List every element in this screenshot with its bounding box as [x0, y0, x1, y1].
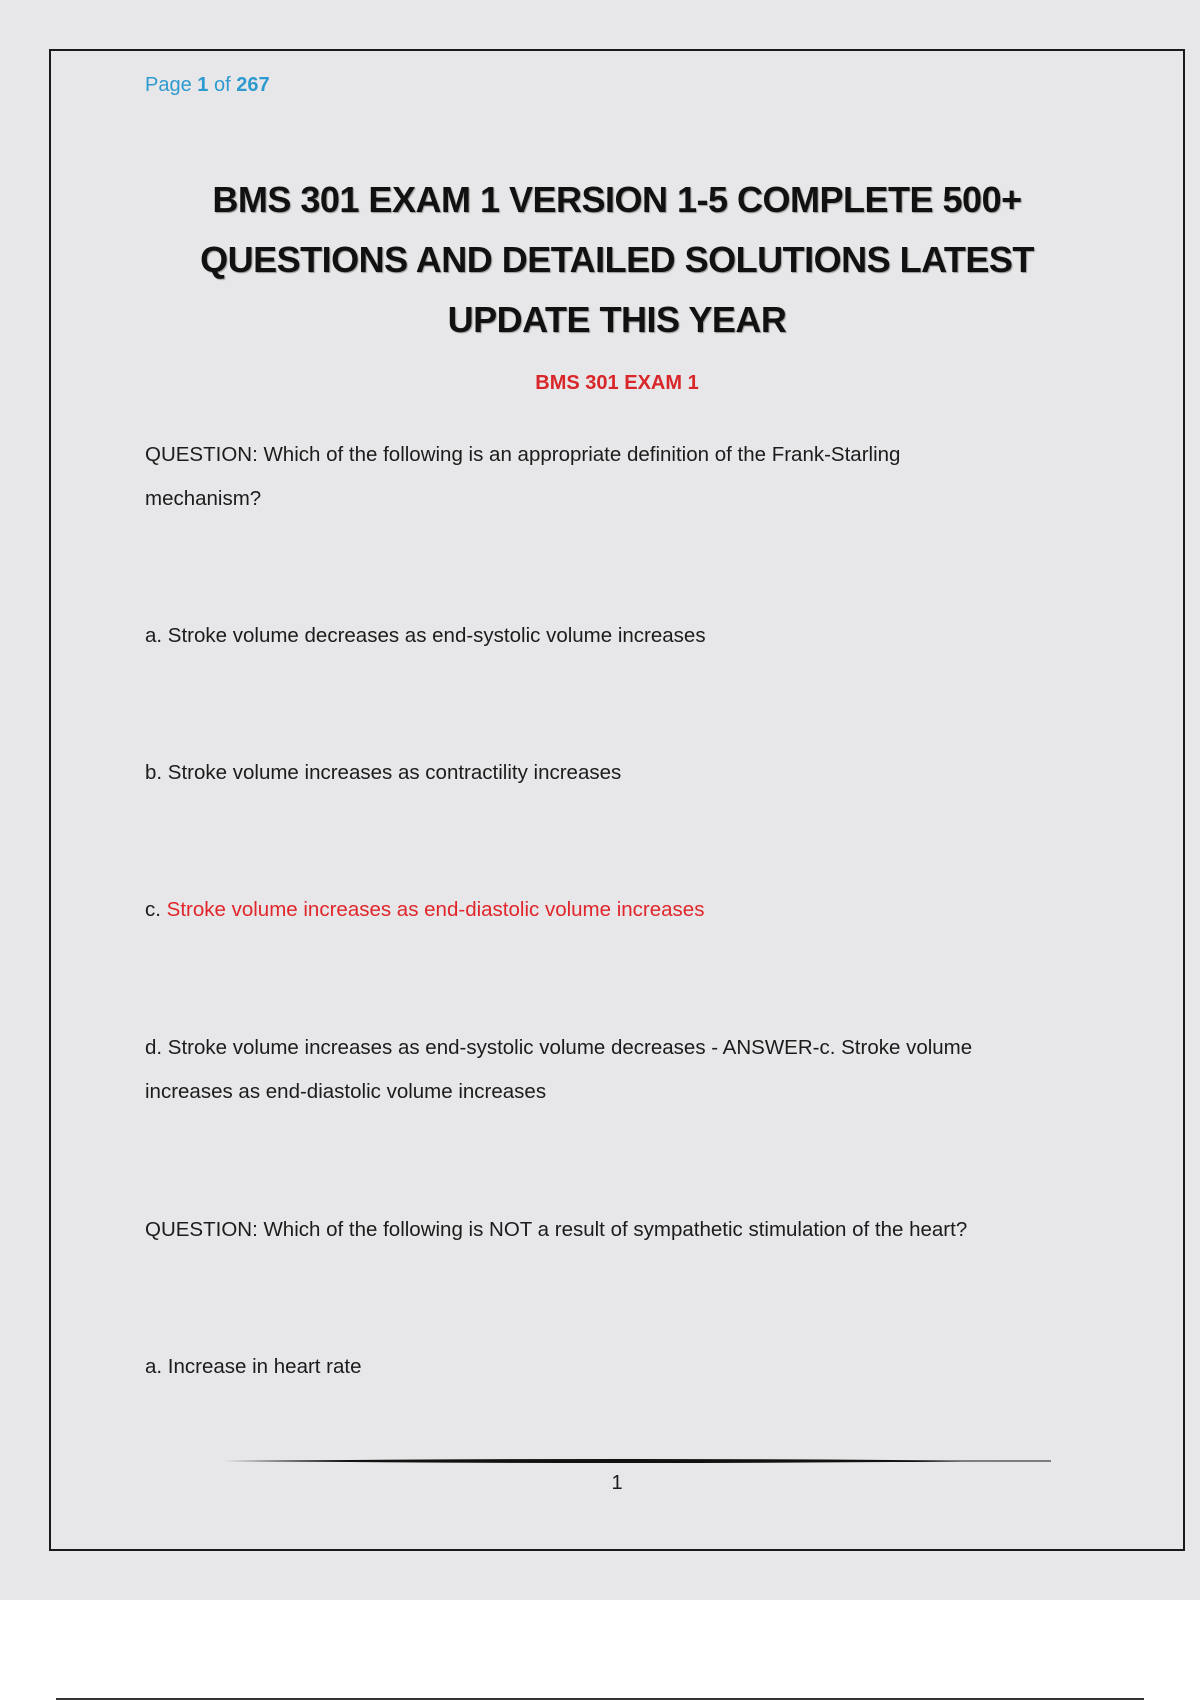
- title-line: QUESTIONS AND DETAILED SOLUTIONS LATEST: [200, 239, 1034, 280]
- page-total: 267: [236, 74, 270, 96]
- correct-answer-highlight: Stroke volume increases as end-diastolic volume increases: [166, 898, 705, 921]
- option-c-prefix: c.: [145, 898, 161, 921]
- document-title: [160, 170, 1074, 350]
- question-2-option-a: a. Increase in heart rate: [145, 1355, 362, 1378]
- title-line: BMS 301 EXAM 1 VERSION 1-5 COMPLETE 500+: [212, 179, 1022, 220]
- title-line: UPDATE THIS YEAR: [447, 299, 787, 340]
- page-prefix: Page: [145, 74, 192, 96]
- page-indicator: [145, 74, 270, 97]
- page-current: 1: [197, 74, 209, 96]
- document-subtitle: BMS 301 EXAM 1: [535, 372, 699, 394]
- footer-divider: [183, 1458, 1051, 1464]
- question-1-option-b: b. Stroke volume increases as contractility increases: [145, 761, 622, 784]
- question-1-text-line-2: mechanism?: [145, 487, 262, 510]
- question-1-text-line-1: QUESTION: Which of the following is an appropriate definition of the Frank-Starling: [145, 443, 901, 466]
- page-number: 1: [611, 1472, 623, 1494]
- question-1-option-d-line-2: increases as end-diastolic volume increases: [145, 1080, 547, 1103]
- question-1-option-a: a. Stroke volume decreases as end-systolic volume increases: [145, 624, 706, 647]
- question-1-option-d-line-1: d. Stroke volume increases as end-systolic volume decreases - ANSWER-c. Stroke volume: [145, 1036, 973, 1059]
- page-of: of: [213, 74, 231, 96]
- question-1-option-c: [145, 888, 704, 932]
- question-2-text: QUESTION: Which of the following is NOT a result of sympathetic stimulation of the heart?: [145, 1218, 968, 1241]
